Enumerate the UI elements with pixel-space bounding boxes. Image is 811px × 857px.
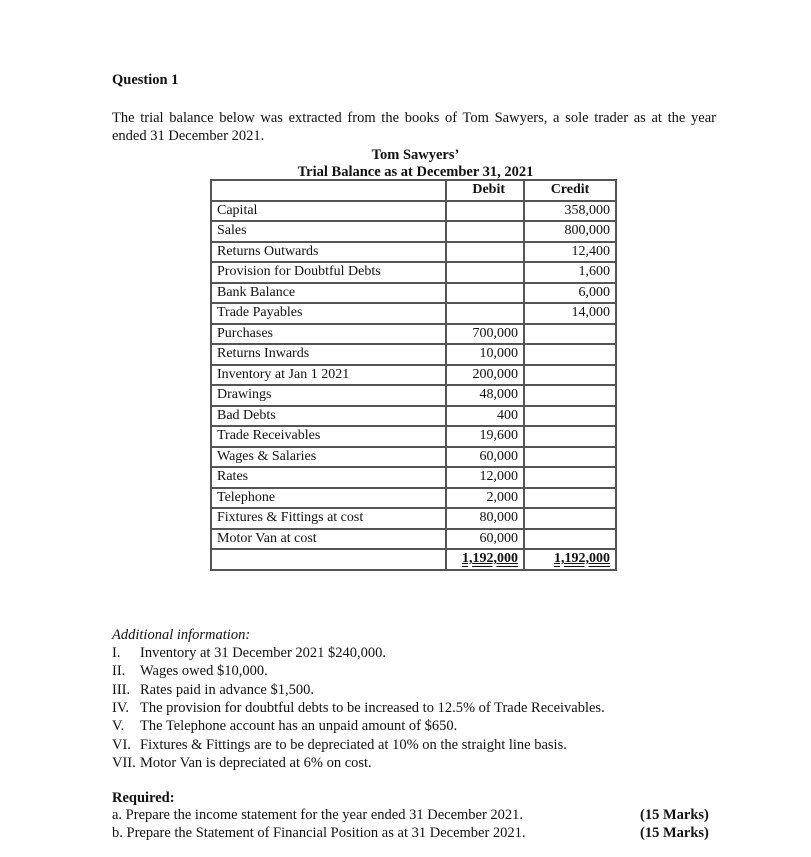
credit-amount <box>524 488 616 509</box>
table-row <box>211 324 616 345</box>
account-name: Provision for Doubtful Debts <box>211 262 446 283</box>
item-text: Inventory at 31 December 2021 $240,000. <box>140 645 387 661</box>
debit-amount: 19,600 <box>446 426 524 447</box>
item-text: Rates paid in advance $1,500. <box>140 681 314 698</box>
account-name: Bad Debts <box>211 406 446 427</box>
table-row <box>211 303 616 324</box>
item-number: IV. <box>112 699 130 716</box>
credit-amount <box>524 365 616 386</box>
marks-label: (15 Marks) <box>640 824 709 841</box>
table-row <box>211 344 616 365</box>
item-text: Wages owed $10,000. <box>140 663 268 680</box>
additional-info-item <box>112 682 314 699</box>
item-number: II. <box>112 663 126 680</box>
table-row <box>211 426 616 447</box>
item-text: Motor Van is depreciated at 6% on cost. <box>140 754 372 771</box>
debit-amount <box>446 303 524 324</box>
required-item: b. Prepare the Statement of Financial Position as at 31 December 2021. <box>112 824 526 841</box>
credit-amount <box>524 324 616 345</box>
credit-amount: 6,000 <box>524 283 616 304</box>
debit-amount: 48,000 <box>446 385 524 406</box>
credit-amount: 800,000 <box>524 221 616 242</box>
intro-paragraph: The trial balance below was extracted from the books of Tom Sawyers, a sole trader as at the year ended 31 December 2021. <box>112 110 716 144</box>
item-text: Fixtures & Fittings are to be depreciated at 10% on the straight line basis. <box>140 736 567 753</box>
credit-amount <box>524 426 616 447</box>
account-name: Bank Balance <box>211 283 446 304</box>
header-account <box>211 180 446 201</box>
account-name: Returns Outwards <box>211 242 446 263</box>
credit-amount <box>524 385 616 406</box>
credit-amount <box>524 467 616 488</box>
table-row <box>211 365 616 386</box>
debit-amount <box>446 242 524 263</box>
credit-amount <box>524 406 616 427</box>
additional-info-item <box>112 718 457 735</box>
debit-amount <box>446 221 524 242</box>
table-row <box>211 262 616 283</box>
table-row <box>211 283 616 304</box>
item-text: The provision for doubtful debts to be increased to 12.5% of Trade Receivables. <box>140 699 605 716</box>
additional-info-item <box>112 663 268 680</box>
additional-info-title: Additional information: <box>112 627 251 643</box>
table-title: Tom Sawyers’ <box>371 147 460 163</box>
item-number: III. <box>112 681 131 698</box>
credit-amount <box>524 447 616 468</box>
header-row <box>211 180 616 201</box>
table-row <box>211 508 616 529</box>
credit-amount: 12,400 <box>524 242 616 263</box>
debit-amount: 700,000 <box>446 324 524 345</box>
table-subtitle: Trial Balance as at December 31, 2021 <box>297 164 534 180</box>
credit-total: 1,192,000 <box>554 551 610 567</box>
additional-info-item <box>112 645 386 662</box>
debit-amount: 60,000 <box>446 529 524 550</box>
table-row <box>211 529 616 550</box>
debit-amount: 12,000 <box>446 467 524 488</box>
credit-amount: 1,600 <box>524 262 616 283</box>
debit-amount: 200,000 <box>446 365 524 386</box>
debit-amount: 10,000 <box>446 344 524 365</box>
totals-label <box>211 549 446 570</box>
totals-row <box>211 549 616 570</box>
header-debit: Debit <box>446 180 524 201</box>
credit-amount <box>524 529 616 550</box>
table-row <box>211 201 616 222</box>
required-title: Required: <box>112 790 175 806</box>
required-item: a. Prepare the income statement for the year ended 31 December 2021. <box>112 807 524 823</box>
table-row <box>211 406 616 427</box>
table-row <box>211 488 616 509</box>
account-name: Rates <box>211 467 446 488</box>
debit-amount: 80,000 <box>446 508 524 529</box>
additional-info-item <box>112 737 567 754</box>
account-name: Fixtures & Fittings at cost <box>211 508 446 529</box>
credit-amount <box>524 508 616 529</box>
additional-info-item <box>112 755 372 772</box>
credit-amount <box>524 344 616 365</box>
debit-amount <box>446 201 524 222</box>
credit-amount: 14,000 <box>524 303 616 324</box>
account-name: Motor Van at cost <box>211 529 446 550</box>
item-number: VI. <box>112 736 131 753</box>
item-text: The Telephone account has an unpaid amount of $650. <box>140 718 458 735</box>
debit-amount <box>446 262 524 283</box>
table-row <box>211 467 616 488</box>
account-name: Inventory at Jan 1 2021 <box>211 365 446 386</box>
debit-amount: 2,000 <box>446 488 524 509</box>
item-number: I. <box>112 645 121 661</box>
question-title: Question 1 <box>112 72 179 88</box>
item-number: VII. <box>112 754 136 771</box>
marks-label: (15 Marks) <box>640 807 709 823</box>
debit-total: 1,192,000 <box>462 551 518 567</box>
account-name: Wages & Salaries <box>211 447 446 468</box>
item-number: V. <box>112 718 125 735</box>
additional-info-item <box>112 700 605 717</box>
account-name: Purchases <box>211 324 446 345</box>
account-name: Trade Receivables <box>211 426 446 447</box>
trial-balance-table <box>210 179 617 571</box>
account-name: Drawings <box>211 385 446 406</box>
debit-amount: 60,000 <box>446 447 524 468</box>
header-credit: Credit <box>524 180 616 201</box>
table-row <box>211 385 616 406</box>
table-row <box>211 447 616 468</box>
table-row <box>211 221 616 242</box>
debit-amount: 400 <box>446 406 524 427</box>
table-row <box>211 242 616 263</box>
account-name: Trade Payables <box>211 303 446 324</box>
account-name: Sales <box>211 221 446 242</box>
account-name: Telephone <box>211 488 446 509</box>
debit-amount <box>446 283 524 304</box>
account-name: Returns Inwards <box>211 344 446 365</box>
account-name: Capital <box>211 201 446 222</box>
credit-amount: 358,000 <box>524 201 616 222</box>
